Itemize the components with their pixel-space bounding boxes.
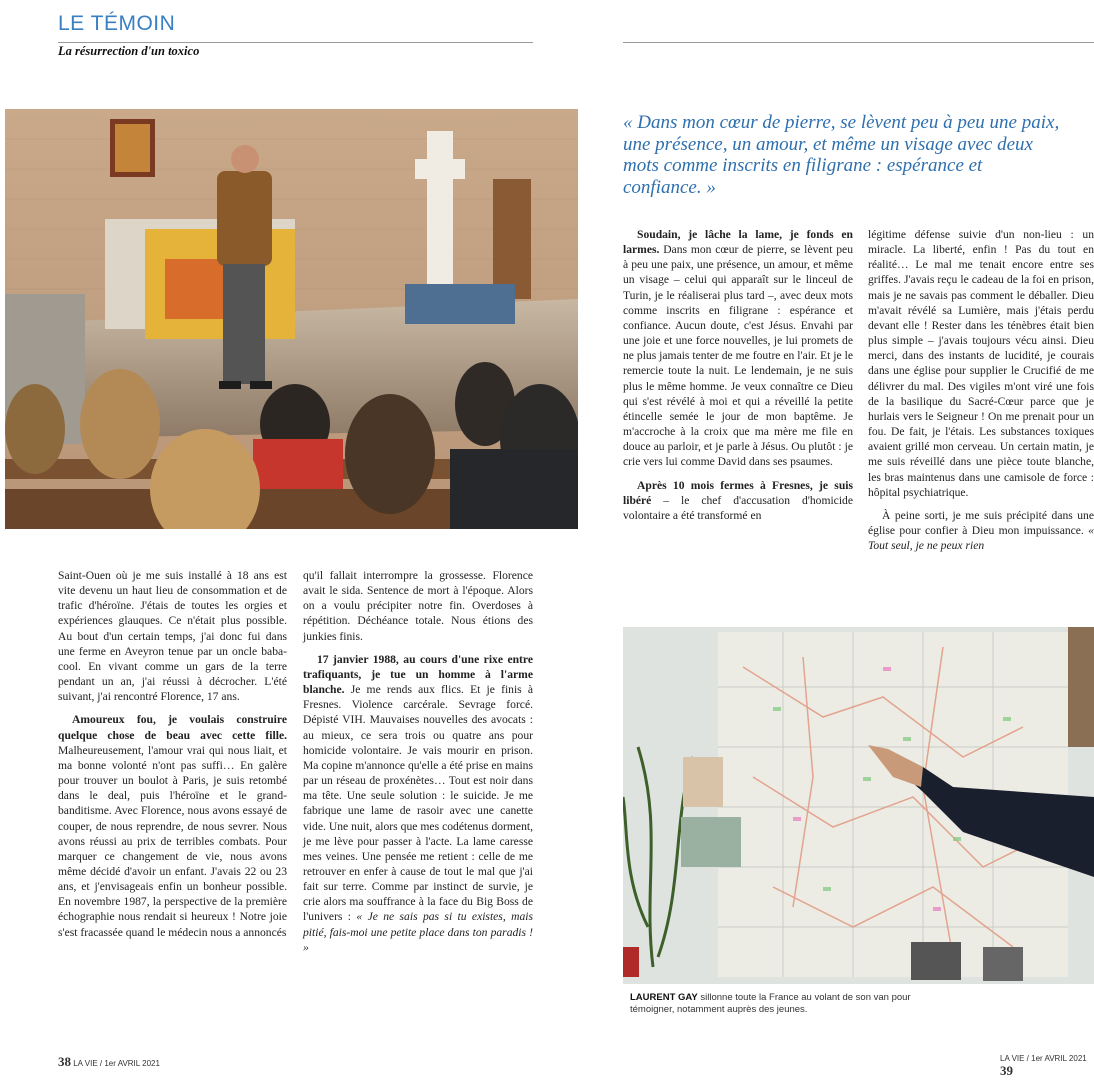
section-title: LE TÉMOIN — [58, 12, 176, 35]
paragraph-body: – le chef d'accusation d'homicide volontaire a été transformé en — [623, 493, 853, 522]
caption-text: sillonne toute la France au volant de son van pour témoigner, notamment auprès des jeunes. — [630, 992, 911, 1015]
paragraph: qu'il fallait interrompre la grossesse. Florence avait le sida. Sentence de mort à l'époque. Alors on a voulu précipiter notre fin. Overdoses à répétition. Déchéance totale. Nous étions des junkies finis. — [303, 569, 533, 643]
article-subtitle: La résurrection d'un toxico — [58, 44, 200, 58]
header-rule-left — [58, 42, 533, 43]
header-rule-right — [623, 42, 1094, 43]
pull-quote: « Dans mon cœur de pierre, se lèvent peu à peu une paix, une présence, un amour, et même un visage avec deux mots comme inscrits en filigrane : espérance et confiance. » — [623, 112, 1060, 198]
caption-name: LAURENT GAY — [630, 992, 698, 1003]
paragraph-lead: Soudain, je lâche la lame, je fonds en larmes. — [623, 228, 853, 257]
folio-right — [1000, 1054, 1094, 1079]
paragraph — [868, 508, 1094, 553]
paragraph-body: Je me rends aux flics. Et je finis à Fresnes. Violence carcérale. Sevrage forcé. Dépisté VIH. Mauvaises nouvelles des avocats : au mieux, ce sera trois ou quatre ans pour homicide volontaire. Je vais mourir en prison. Ma copine m'annonce qu'elle a été prise en mains par un réseau de proxénètes… Tout est noir dans ma tête. Une seule solution : le suicide. Je me fabrique une lame de rasoir avec une canette vide. Une nuit, alors que mes codétenus dorment, je me lève pour passer à l'acte. La lame caresse mes veines. Une pensée me retient : celle de me retrouver en enfer à cause de tout le mal que j'ai fait sur terre. Comme par instinct de survie, je crie alors ma souffrance à la face du Big Boss de l'univers : — [303, 683, 533, 924]
paragraph-body: Dans mon cœur de pierre, se lèvent peu à peu une paix, une présence, un amour, et même un visage – celui qui apparaît sur le linceul de Turin, je le réaliserai plus tard –, avec deux mots comme inscrits en filigrane : espérance et confiance. Aucun doute, c'est Jésus. Envahi par une joie et une force nouvelles, je lui promets de ne plus jamais tenter de me foutre en l'air. Et je le remercie toute la nuit. Le lendemain, je ne suis plus le même homme. Je veux connaître ce Dieu qui s'est révélé à moi et qui a réveillé la petite étincelle semée le jour de mon baptême. Je m'accroche à la croix que ma mère me file en douce au parloir, et je parle à Jésus. Ou plutôt : je crie vers lui comme David dans ses psaumes. — [623, 243, 853, 469]
paragraph-quote: « Je ne sais pas si tu existes, mais pitié, fais-moi une petite place dans ton paradis ! » — [303, 910, 533, 954]
paragraph-quote: « Tout seul, je ne peux rien — [868, 523, 1094, 553]
right-column-2 — [868, 227, 1094, 599]
church-talk-photo — [5, 109, 578, 529]
paragraph — [623, 227, 853, 470]
left-column-1 — [58, 568, 287, 948]
france-map-photo — [623, 627, 1094, 984]
paragraph: légitime défense suivie d'un non-lieu : un miracle. La liberté, enfin ! Pas du tout en réalité… Le mal me tenait encore entre ses griffes. J'avais reçu le cadeau de la foi en prison, mais je ne savais pas comment le déballer. Dieu m'avait révélé sa Lumière, mais j'étais perdu devant elle ! Rester dans les ténèbres était bien plus simple – j'avais toujours vécu ainsi. Dieu merci, dans des instants de lucidité, je courais dans une église pour supplier le Crucifié de me délivrer du mal. Des vigiles m'ont viré une fois de la basilique du Sacré-Cœur parce que je hurlais vers le Seigneur ! On me prenait pour un fou. De fait, je l'étais. Les substances toxiques avaient grillé mon cerveau. Un certain matin, je me suis réveillé dans une pièce toute blanche, les bras maintenus dans une camisole de force : hôpital psychiatrique. — [868, 228, 1094, 499]
paragraph: Saint-Ouen où je me suis installé à 18 ans est vite devenu un haut lieu de consommation et de trafic d'héroïne. J'étais de toutes les orgies et expériences glauques. Ce n'était plus possible. Au bout d'un certain temps, j'ai donc fui dans une ferme en Aveyron tenue par un oncle baba-cool. En vivant comme un gars de la terre pendant un an, j'ai réussi à décrocher. L'été suivant, j'ai rencontré Florence, 17 ans. — [58, 569, 287, 704]
photo-caption — [630, 992, 920, 1016]
paragraph — [303, 652, 533, 955]
paragraph-lead: Amoureux fou, je voulais construire quelque chose de beau avec cette fille. — [58, 713, 287, 742]
paragraph-body: Malheureusement, l'amour vrai qui nous liait, et ma bonne volonté n'ont pas suffi… En galère pour trouver un boulot à Paris, je suis retombé dans le deal, puis l'héroïne et le grand-banditisme. Avec Florence, nous avons essayé de couper, de nous reprendre, de nous sevrer. Nous avons réussi au prix de terribles combats. Pour marquer ce changement de vie, nous avons même décidé d'avoir un enfant. J'avais 22 ou 23 ans, et j'envisageais enfin un bonheur possible. En novembre 1987, la perspective de la première échographie nous rendait si heureux ! Notre joie s'est fracassée quand le médecin nous a annoncés — [58, 743, 287, 939]
paragraph-lead: Après 10 mois fermes à Fresnes, je suis libéré — [623, 478, 853, 507]
folio-left — [58, 1054, 160, 1070]
paragraph-lead: 17 janvier 1988, au cours d'une rixe entre trafiquants, je tue un homme à l'arme blanche. — [303, 652, 533, 697]
paragraph — [623, 478, 853, 523]
page-number: 39 — [1000, 1063, 1013, 1078]
folio-text: LA VIE / 1er AVRIL 2021 — [71, 1059, 160, 1068]
paragraph-body: À peine sorti, je me suis précipité dans une église pour confier à Dieu mon impuissance. — [868, 508, 1094, 537]
paragraph — [58, 712, 287, 939]
page-number: 38 — [58, 1054, 71, 1069]
left-column-2 — [303, 568, 533, 963]
right-column-1 — [623, 227, 853, 531]
folio-text: LA VIE / 1er AVRIL 2021 — [1000, 1054, 1087, 1063]
